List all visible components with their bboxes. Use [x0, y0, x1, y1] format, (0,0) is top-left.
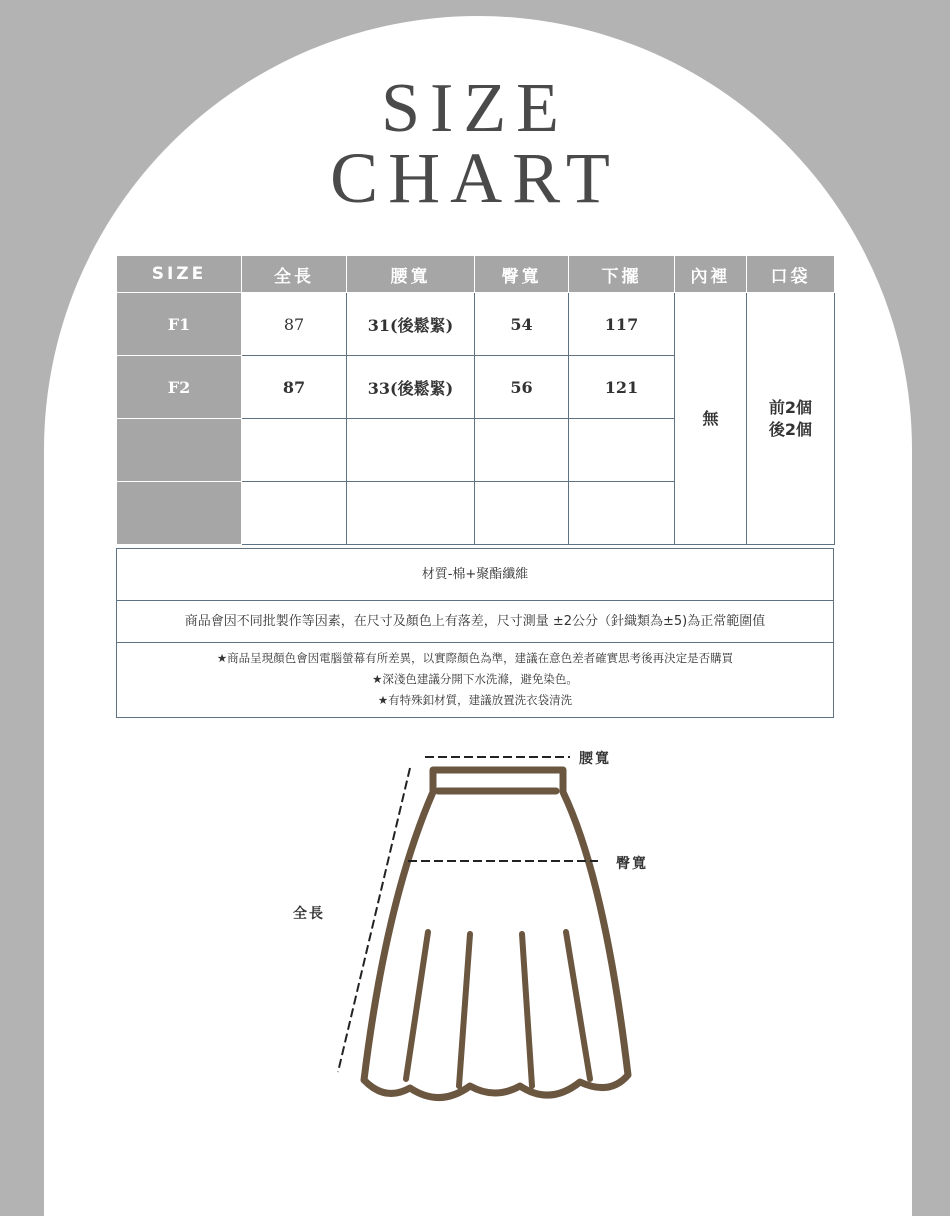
- lining-cell: 無: [675, 293, 747, 545]
- waist-label: 腰寬: [579, 751, 611, 767]
- header-pockets: 口袋: [747, 256, 835, 293]
- care-note-wash: ★深淺色建議分開下水洗滌，避免染色。: [372, 672, 578, 686]
- waist-cell: 31(後鬆緊): [347, 293, 475, 356]
- hem-cell: 121: [569, 356, 675, 419]
- care-note-bag: ★有特殊釦材質，建議放置洗衣袋清洗: [377, 693, 573, 707]
- hem-cell: 117: [569, 293, 675, 356]
- length-cell: 87: [242, 293, 347, 356]
- header-hem: 下擺: [569, 256, 675, 293]
- hip-cell: 54: [475, 293, 569, 356]
- header-size: SIZE: [117, 256, 242, 293]
- pockets-back: 後2個: [768, 419, 813, 439]
- tolerance-note: 商品會因不同批製作等因素，在尺寸及顏色上有落差，尺寸測量 ±2公分（針織類為±5)為正常範圍值: [117, 601, 833, 643]
- header-hip: 臀寬: [475, 256, 569, 293]
- hip-cell: 56: [475, 356, 569, 419]
- waist-cell: 33(後鬆緊): [347, 356, 475, 419]
- skirt-outline: [364, 770, 628, 1098]
- length-cell: 87: [242, 356, 347, 419]
- hip-label: 臀寬: [616, 856, 648, 872]
- care-note-color: ★商品呈現顏色會因電腦螢幕有所差異，以實際顏色為準，建議在意色差者確實思考後再決定是否購買: [216, 651, 734, 665]
- pockets-front: 前2個: [768, 397, 813, 417]
- header-waist: 腰寬: [347, 256, 475, 293]
- material-note: 材質-棉+聚酯纖維: [117, 549, 833, 601]
- header-lining: 內裡: [675, 256, 747, 293]
- pleat-line: [566, 932, 590, 1079]
- pleat-line: [459, 934, 470, 1086]
- title-size: SIZE: [381, 70, 569, 147]
- title-chart: CHART: [330, 138, 620, 218]
- pleat-line: [522, 934, 532, 1086]
- size-cell: F2: [117, 356, 242, 419]
- pleat-line: [406, 932, 428, 1079]
- header-length: 全長: [242, 256, 347, 293]
- length-label: 全長: [293, 906, 325, 922]
- size-cell: F1: [117, 293, 242, 356]
